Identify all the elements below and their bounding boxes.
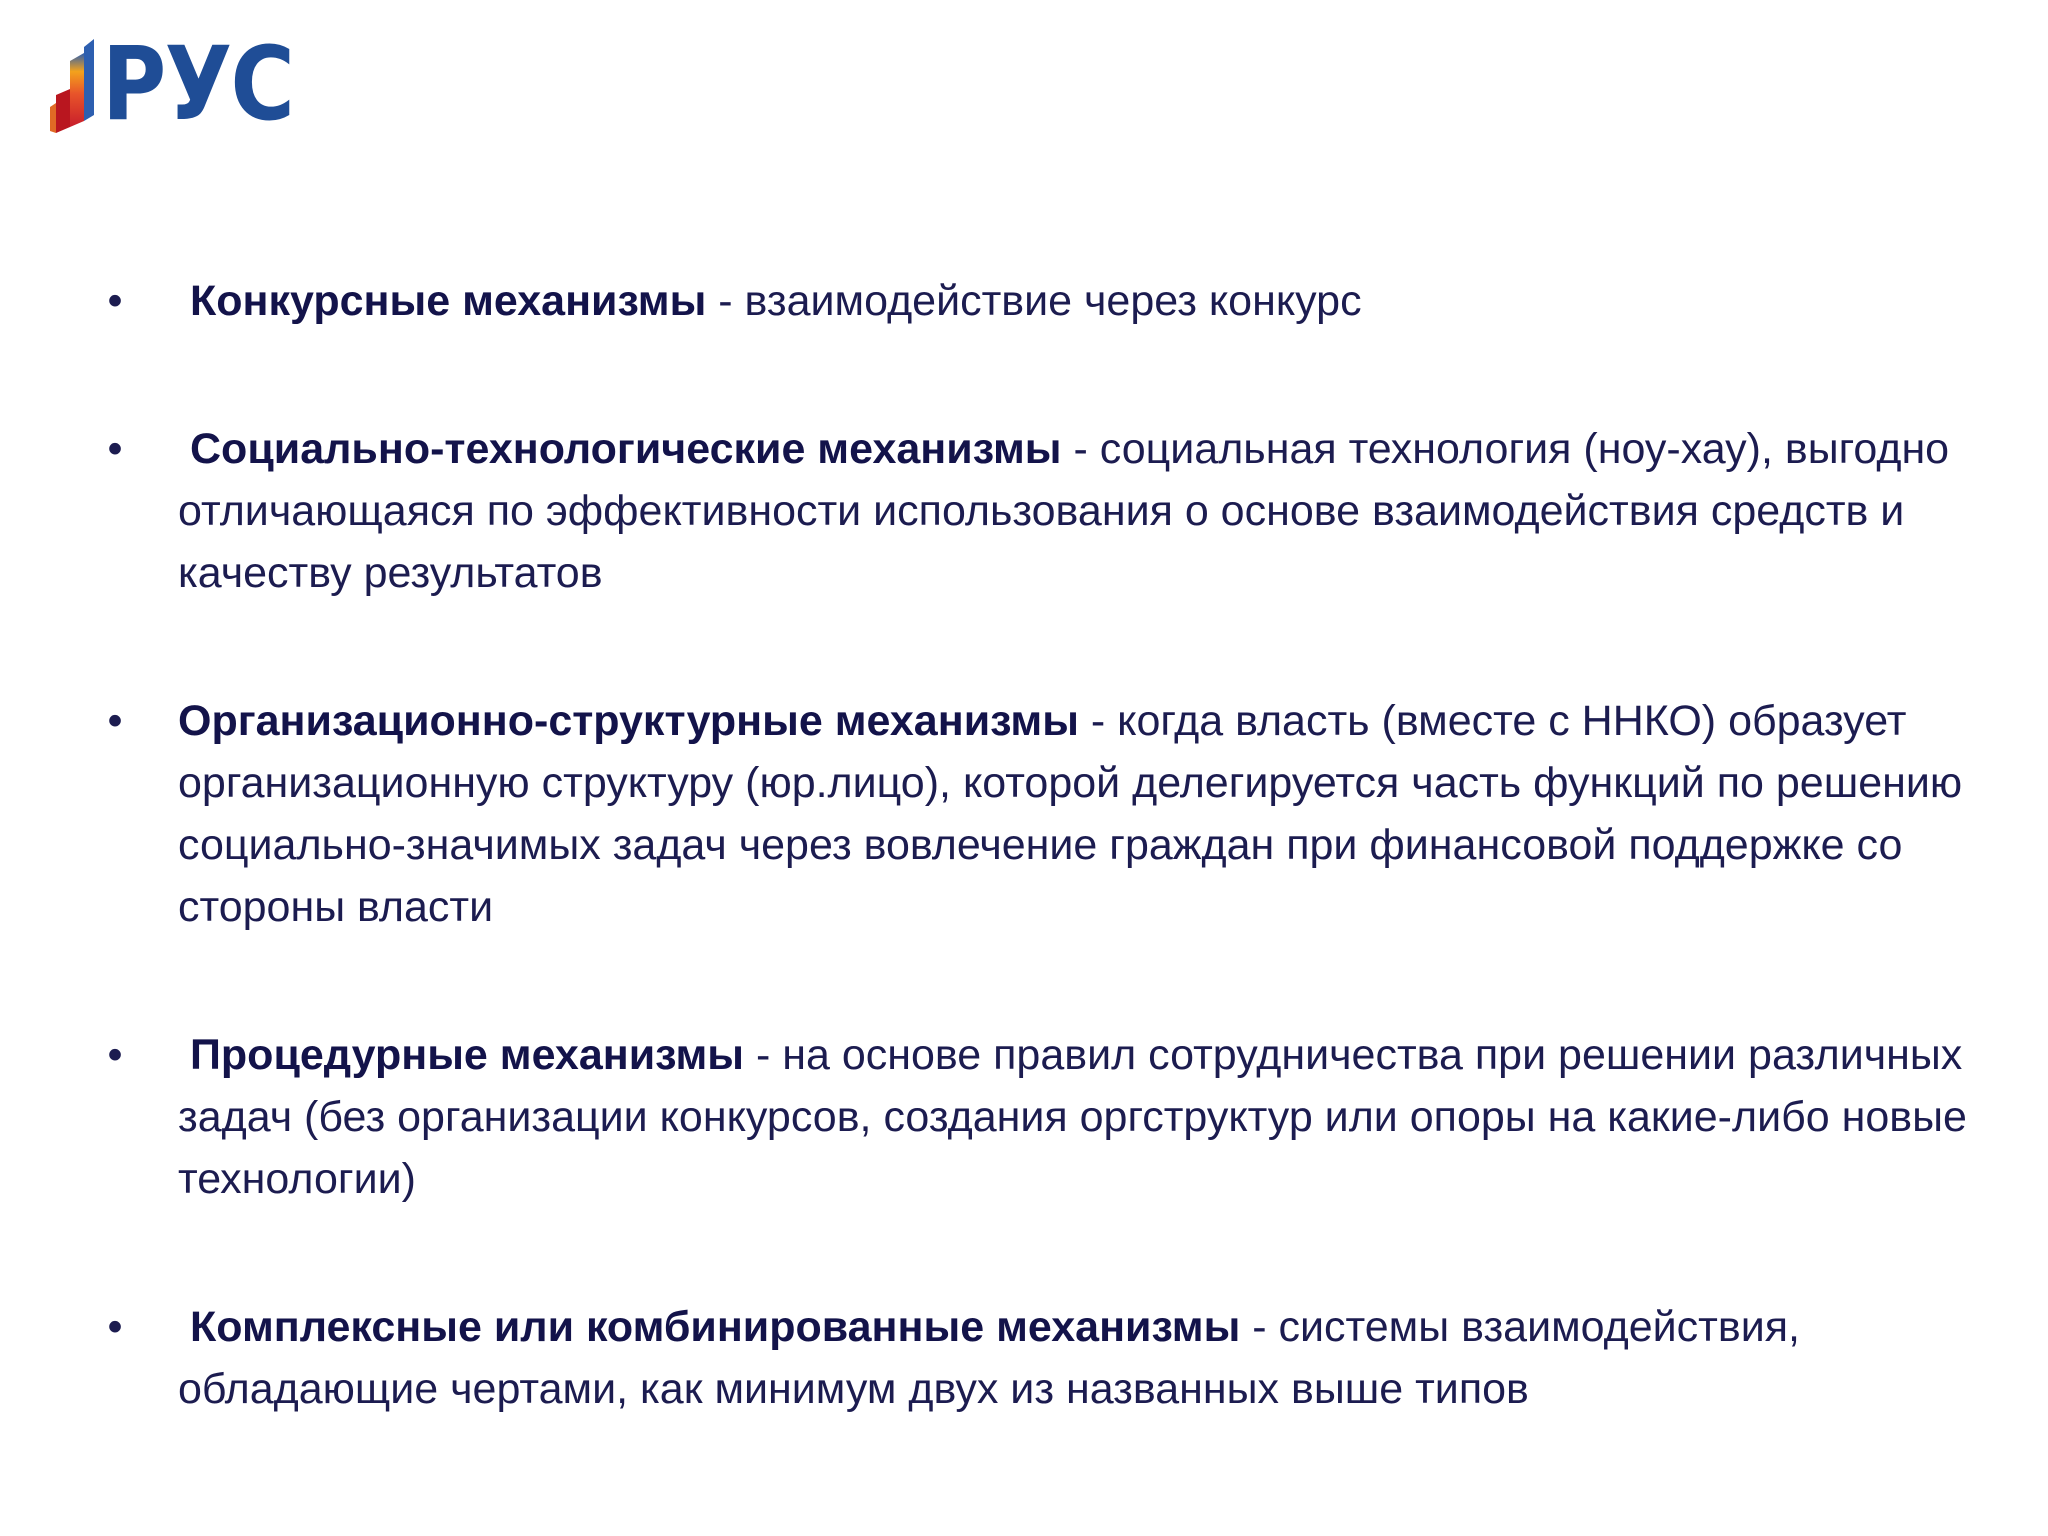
item-term: Комплексные или комбинированные механизмы bbox=[190, 1303, 1241, 1351]
item-description: - системы взаимодействия, обладающие чертами, как минимум двух из названных выше типов bbox=[178, 1303, 1800, 1413]
item-description: - на основе правил сотрудничества при решении различных задач (без организации конкурсов, создания оргструктур или опоры на какие-либо новые технологии) bbox=[178, 1031, 1967, 1203]
list-item bbox=[96, 1296, 1976, 1420]
bullet-list bbox=[96, 270, 1976, 1506]
item-description: - взаимодействие через конкурс bbox=[706, 277, 1362, 325]
item-term: Социально-технологические механизмы bbox=[190, 425, 1062, 473]
bullet-icon: • bbox=[107, 1303, 123, 1351]
item-description: - социальная технология (ноу-хау), выгодно отличающаяся по эффективности использования о основе взаимодействия средств и качеству результатов bbox=[178, 425, 1950, 597]
item-term: Организационно-структурные механизмы bbox=[178, 697, 1079, 745]
item-term: Процедурные механизмы bbox=[190, 1031, 745, 1079]
bullet-icon: • bbox=[107, 277, 123, 325]
item-description: - когда власть (вместе с ННКО) образует организационную структуру (юр.лицо), которой делегируется часть функций по решению социально-значимых задач через вовлечение граждан при финансовой поддержке со стороны власти bbox=[178, 697, 1963, 931]
logo-mark-icon bbox=[48, 33, 98, 137]
logo bbox=[48, 25, 324, 144]
list-item bbox=[96, 418, 1976, 604]
logo-text: РУС bbox=[102, 25, 294, 144]
bullet-icon: • bbox=[107, 425, 123, 473]
item-term: Конкурсные механизмы bbox=[190, 277, 707, 325]
list-item bbox=[96, 270, 1976, 332]
bullet-icon: • bbox=[107, 697, 123, 745]
list-item bbox=[96, 1024, 1976, 1210]
bullet-icon: • bbox=[107, 1031, 123, 1079]
list-item bbox=[96, 690, 1976, 938]
